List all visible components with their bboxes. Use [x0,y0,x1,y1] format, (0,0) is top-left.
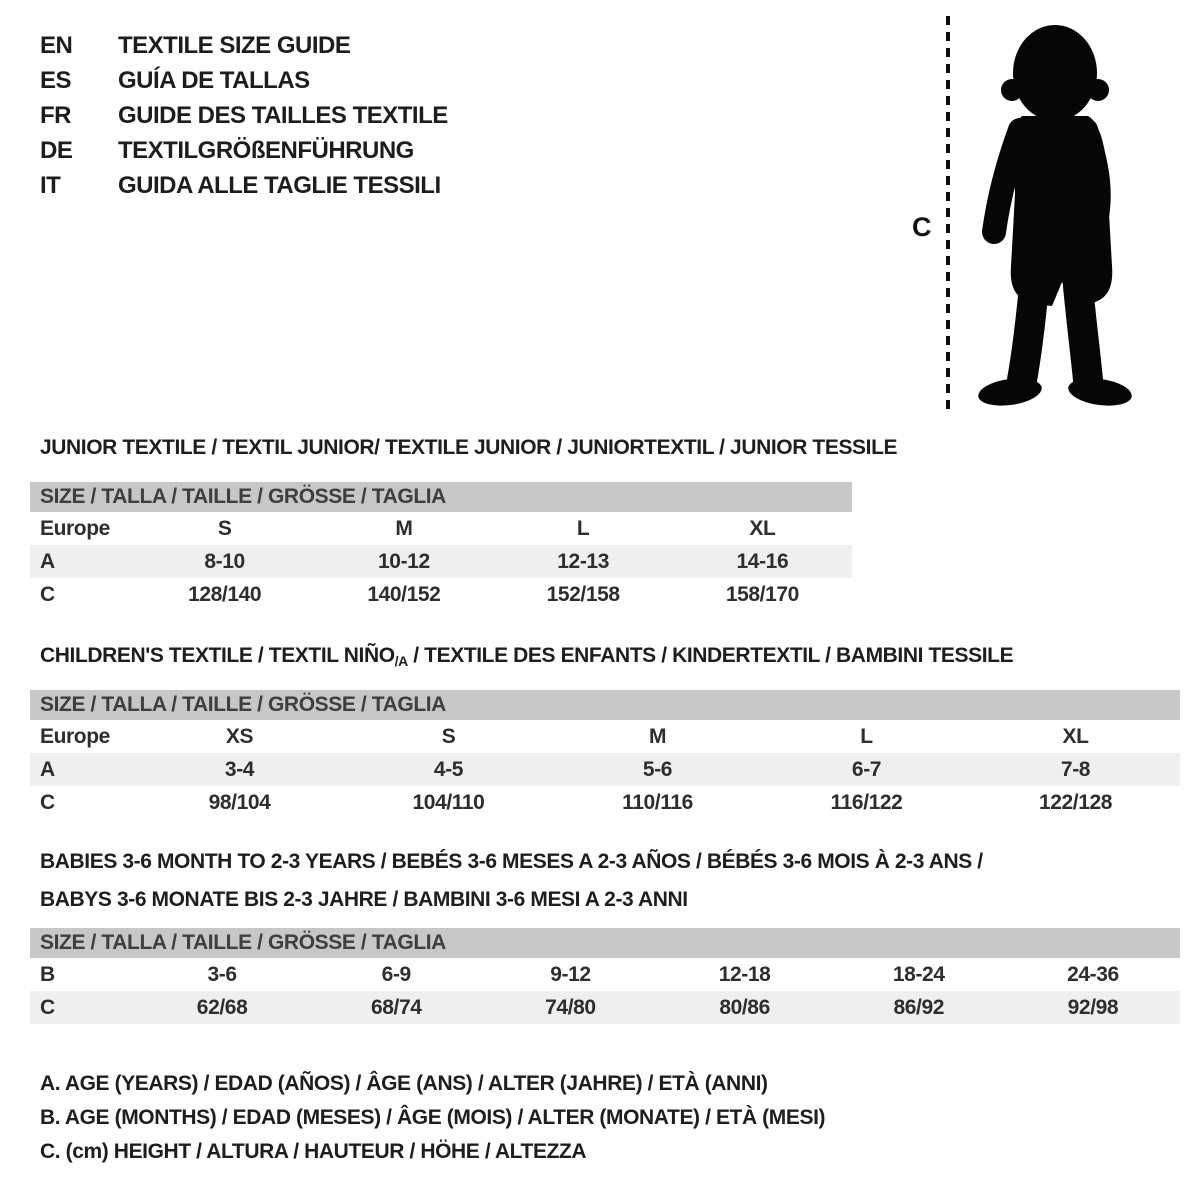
height-measure-dashed-line [946,16,950,416]
language-code: FR [40,101,71,129]
size-cell: XL [749,516,776,540]
legend-height-cm: C. (cm) HEIGHT / ALTURA / HAUTEUR / HÖHE / ALTEZZA [40,1140,587,1163]
children-section-title [40,644,1013,669]
age-cell: 12-13 [557,549,609,573]
size-header-band: SIZE / TALLA / TAILLE / GRÖSSE / TAGLIA [30,690,1180,720]
height-cell: 68/74 [370,995,422,1019]
height-cell: 158/170 [725,582,799,606]
language-row [40,63,448,98]
height-cell: 92/98 [1067,995,1119,1019]
age-cell: 5-6 [642,757,673,781]
language-row [40,168,448,203]
baby-silhouette-icon [958,18,1148,418]
height-cell: 116/122 [830,790,903,814]
height-cell: 152/158 [546,582,620,606]
size-cell: S [217,516,232,540]
table-row-age-months [30,958,1180,991]
legend-age-months: B. AGE (MONTHS) / EDAD (MESES) / ÂGE (MOIS) / ALTER (MONATE) / ETÀ (MESI) [40,1106,826,1129]
table-row-height-cm [30,786,1180,819]
size-cell: M [395,516,413,540]
age-cell: 10-12 [378,549,430,573]
height-cell: 74/80 [545,995,596,1019]
size-cell: L [860,724,873,748]
language-title-list [40,28,448,203]
table-row-height-cm [30,991,1180,1024]
size-cell: S [441,724,456,748]
row-label: C [40,995,55,1019]
row-label: C [40,582,55,606]
children-title-main: CHILDREN'S TEXTILE / TEXTIL NIÑO [40,644,395,667]
language-row [40,133,448,168]
age-cell: 6-7 [851,757,882,781]
guide-title-de: TEXTILGRÖßENFÜHRUNG [118,136,414,164]
age-months-cell: 12-18 [718,962,771,986]
age-months-cell: 3-6 [207,962,237,986]
height-cell: 86/92 [893,995,945,1019]
height-cell: 122/128 [1038,790,1113,814]
guide-title-it: GUIDA ALLE TAGLIE TESSILI [118,171,441,199]
guide-title-es: GUÍA DE TALLAS [118,66,310,94]
children-title-rest: / TEXTILE DES ENFANTS / KINDERTEXTIL / BAMBINI TESSILE [407,644,1014,667]
age-months-cell: 9-12 [550,962,591,986]
children-title-subscript: /A [394,653,408,669]
table-row-age-years [30,753,1180,786]
age-cell: 7-8 [1060,757,1091,781]
babies-section-title-line1: BABIES 3-6 MONTH TO 2-3 YEARS / BEBÉS 3-6 MESES A 2-3 AÑOS / BÉBÉS 3-6 MOIS À 2-3 ANS / [40,850,983,873]
guide-title-en: TEXTILE SIZE GUIDE [118,31,351,59]
age-months-cell: 6-9 [381,962,411,986]
age-cell: 3-4 [224,757,255,781]
row-label: A [40,549,55,573]
size-cell: XL [1062,724,1089,748]
age-cell: 14-16 [736,549,789,573]
row-label: Europe [40,516,110,540]
junior-size-table [30,482,852,611]
size-cell: M [648,724,667,748]
height-cell: 98/104 [208,790,271,814]
table-row-height-cm [30,578,852,611]
row-label: B [40,962,55,986]
babies-size-table [30,928,1180,1024]
babies-section-title-line2: BABYS 3-6 MONATE BIS 2-3 JAHRE / BAMBINI 3-6 MESI A 2-3 ANNI [40,888,688,911]
table-row-europe [30,512,852,545]
size-cell: L [576,516,590,540]
age-months-cell: 18-24 [892,962,945,986]
language-code: ES [40,66,72,94]
age-months-cell: 24-36 [1067,962,1119,986]
junior-section-title: JUNIOR TEXTILE / TEXTIL JUNIOR/ TEXTILE JUNIOR / JUNIORTEXTIL / JUNIOR TESSILE [40,436,898,459]
size-header-band: SIZE / TALLA / TAILLE / GRÖSSE / TAGLIA [30,928,1180,958]
height-cell: 80/86 [719,995,770,1019]
guide-title-fr: GUIDE DES TAILLES TEXTILE [118,101,448,129]
row-label: Europe [40,724,110,748]
language-code: IT [40,171,61,199]
age-cell: 4-5 [433,757,464,781]
height-cell: 62/68 [196,995,248,1019]
language-code: EN [40,31,73,59]
size-cell: XS [225,724,254,748]
height-measure-label: C [912,212,932,242]
language-row [40,98,448,133]
legend-age-years: A. AGE (YEARS) / EDAD (AÑOS) / ÂGE (ANS) / ALTER (JAHRE) / ETÀ (ANNI) [40,1072,768,1095]
age-cell: 8-10 [204,549,245,573]
table-row-europe [30,720,1180,753]
height-cell: 140/152 [367,582,441,606]
row-label: A [40,757,55,781]
children-size-table [30,690,1180,819]
height-cell: 110/116 [622,790,693,814]
row-label: C [40,790,55,814]
language-code: DE [40,136,73,164]
table-row-age-years [30,545,852,578]
size-header-band: SIZE / TALLA / TAILLE / GRÖSSE / TAGLIA [30,482,852,512]
language-row [40,28,448,63]
height-cell: 104/110 [412,790,485,814]
height-cell: 128/140 [188,582,262,606]
